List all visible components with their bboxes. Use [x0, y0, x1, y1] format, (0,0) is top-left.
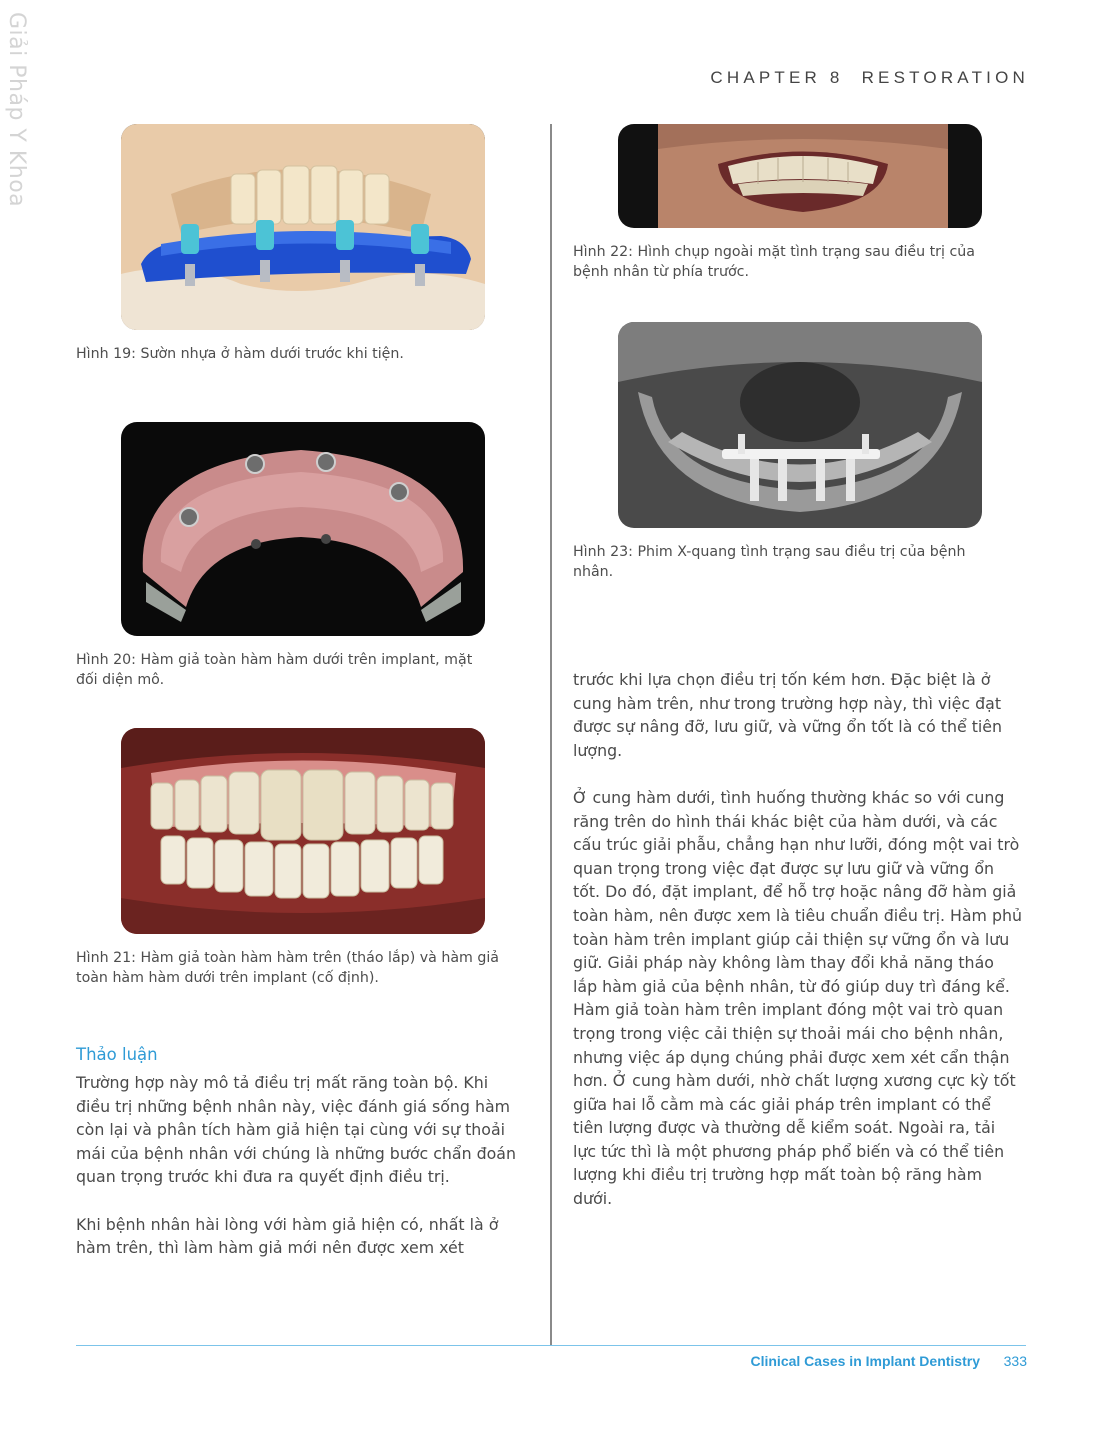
section-heading: Thảo luận	[76, 1045, 158, 1064]
watermark: Giải Pháp Y Khoa	[4, 12, 29, 208]
figure-21-image	[121, 728, 485, 934]
figure-22-caption: Hình 22: Hình chụp ngoài mặt tình trạng sau điều trị của bệnh nhân từ phía trước.	[573, 244, 975, 280]
figure-23-caption: Hình 23: Phim X-quang tình trạng sau điều trị của bệnh nhân.	[573, 544, 966, 580]
right-paragraph-1: trước khi lựa chọn điều trị tốn kém hơn. Đặc biệt là ở cung hàm trên, như trong trường hợp này, thì việc đạt được sự nâng đỡ, lưu giữ, và vững ổn tốt là có thể tiên lượng.	[573, 670, 1003, 760]
footer-book-title: Clinical Cases in Implant Dentistry	[750, 1353, 980, 1369]
footer-rule	[76, 1345, 1026, 1346]
figure-22-image	[618, 124, 982, 228]
figure-20-image	[121, 422, 485, 636]
figure-23-image	[618, 322, 982, 528]
left-column-text	[76, 1071, 516, 1283]
left-paragraph-2: Khi bệnh nhân hài lòng với hàm giả hiện có, nhất là ở hàm trên, thì làm hàm giả mới nên được xem xét	[76, 1214, 499, 1258]
figure-21-caption: Hình 21: Hàm giả toàn hàm hàm trên (tháo lắp) và hàm giả toàn hàm hàm dưới trên implant (cố định).	[76, 950, 499, 986]
section-label: RESTORATION	[861, 68, 1029, 87]
page-number: 333	[1003, 1353, 1027, 1369]
running-header	[710, 68, 1029, 88]
figure-19-caption: Hình 19: Sườn nhựa ở hàm dưới trước khi tiện.	[76, 346, 404, 362]
right-paragraph-2: Ở cung hàm dưới, tình huống thường khác so với cung răng trên do hình thái khác biệt của hàm dưới, và các cấu trúc giải phẫu, chẳng hạn như lưỡi, đóng một vai trò quan trọng trong việc đạt được sự lưu giữ và vững ổn tốt. Do đó, đặt implant, để hỗ trợ hoặc nâng đỡ hàm giả toàn hàm, nên được xem là tiêu chuẩn điều trị. Hàm phủ toàn hàm trên implant giúp cải thiện sự vững ổn và lưu giữ. Giải pháp này không làm thay đổi khả năng tháo lắp hàm giả của bệnh nhân, từ đó giúp duy trì đáng kể. Hàm giả toàn hàm trên implant đóng một vai trò quan trọng trong việc cải thiện sự thoải mái cho bệnh nhân, nhưng việc áp dụng chúng phải được xem xét cẩn thận hơn. Ở cung hàm dưới, nhờ chất lượng xương cực kỳ tốt giữa hai lỗ cằm mà các giải pháp trên implant có thể tiên lượng được và thường dễ kiểm soát. Ngoài ra, tải lực tức thì là một phương pháp phổ biến và có thể tiên lượng khi điều trị trường hợp mất toàn bộ răng hàm dưới.	[573, 787, 1023, 1209]
column-divider	[550, 124, 552, 1346]
figure-20-caption: Hình 20: Hàm giả toàn hàm hàm dưới trên implant, mặt đối diện mô.	[76, 652, 473, 688]
right-column-text	[573, 668, 1023, 1234]
figure-19-image	[121, 124, 485, 330]
left-paragraph-1: Trường hợp này mô tả điều trị mất răng toàn bộ. Khi điều trị những bệnh nhân này, việc đánh giá sống hàm còn lại và phân tích hàm giả hiện tại cùng với sự thoải mái của bệnh nhân với chúng là những bước chẩn đoán quan trọng trước khi đưa ra quyết định điều trị.	[76, 1073, 516, 1187]
chapter-label: CHAPTER 8	[710, 68, 844, 87]
